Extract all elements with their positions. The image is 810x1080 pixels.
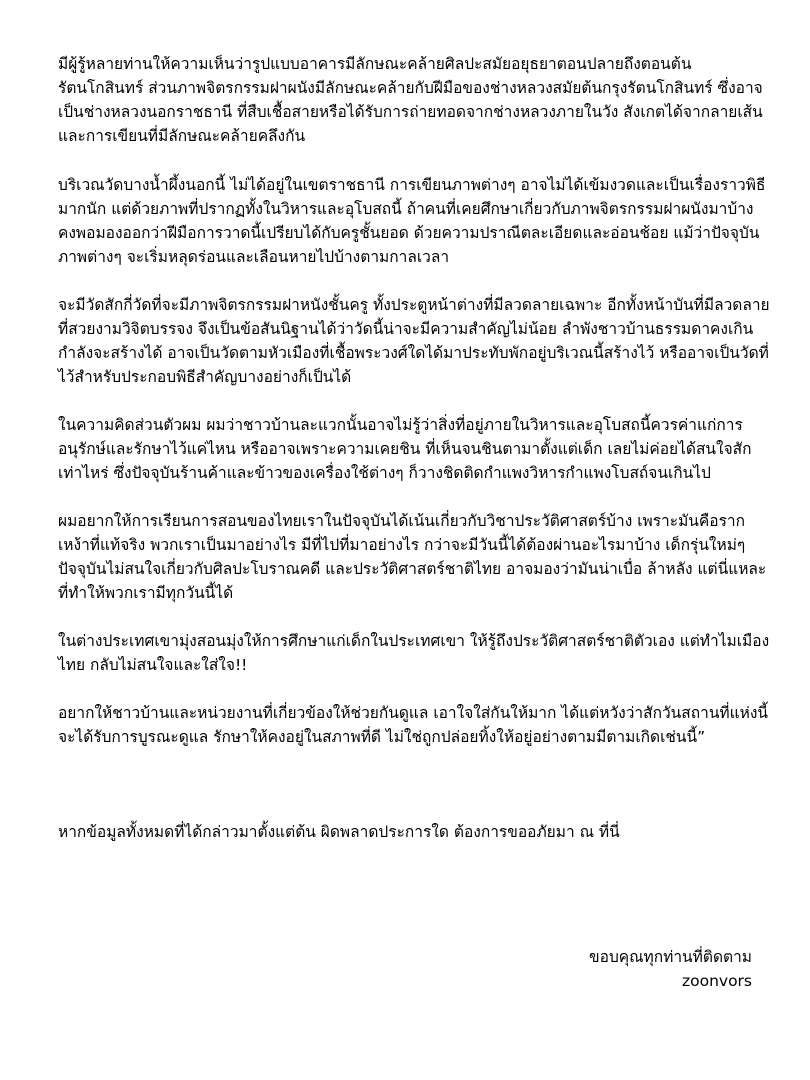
paragraph-request: อยากให้ชาวบ้านและหน่วยงานที่เกี่ยวข้องให้ช่วยกันดูแล เอาใจใส่กันให้มาก ได้แต่หวังว่าสักวันสถานที่แห่งนี้จะได้รับการบูรณะดูแล รักษาให้คงอยู่ในสภาพที่ดี ไม่ใช่ถูกปล่อยทิ้งให้อยู่อย่างตามมีตามเกิดเช่นนี้”	[58, 704, 769, 746]
article-body	[58, 52, 770, 844]
paragraph-education: ผมอยากให้การเรียนการสอนของไทยเราในปัจจุบันได้เน้นเกี่ยวกับวิชาประวัติศาสตร์บ้าง เพราะมันคือรากเหง้าที่แท้จริง พวกเราเป็นมาอย่างไร มีที่ไปที่มาอย่างไร กว่าจะมีวันนี้ได้ต้องผ่านอะไรมาบ้าง เด็กรุ่นใหม่ๆ ปัจจุบันไม่สนใจเกี่ยวกับศิลปะโบราณคดี และประวัติศาสตร์ชาติไทย อาจมองว่ามันน่าเบื่อ ล้าหลัง แต่นี่แหละที่ทำให้พวกเรามีทุกวันนี้ได้	[58, 512, 767, 602]
paragraph-importance: จะมีวัดสักกี่วัดที่จะมีภาพจิตรกรรมฝาหนังชั้นครู ทั้งประตูหน้าต่างที่มีลวดลายเฉพาะ อีกทั้งหน้าบันที่มีลวดลายที่สวยงามวิจิตบรรจง จึงเป็นข้อสันนิฐานได้ว่าวัดนี้น่าจะมีความสำคัญไม่น้อย ลำพังชาวบ้านธรรมดาคงเกินกำลังจะสร้างได้ อาจเป็นวัดตามหัวเมืองที่เชื้อพระวงศ์ใดได้มาประทับพักอยู่บริเวณนี้สร้างไว้ หรืออาจเป็นวัดที่ไว้สำหรับประกอบพิธีสำคัญบางอย่างก็เป็นได้	[58, 296, 770, 386]
paragraph-architecture: มีผู้รู้หลายท่านให้ความเห็นว่ารูปแบบอาคารมีลักษณะคล้ายศิลปะสมัยอยุธยาตอนปลายถึงตอนต้นรัตนโกสินทร์ ส่วนภาพจิตรกรรมฝาผนังมีลักษณะคล้ายกับฝีมือของช่างหลวงสมัยต้นกรุงรัตนโกสินทร์ ซึ่งอาจเป็นช่างหลวงนอกราชธานี ที่สืบเชื้อสายหรือได้รับการถ่ายทอดจากช่างหลวงภายในวัง สังเกตได้จากลายเส้นและการเขียนที่มีลักษณะคล้ายคลึงกัน	[58, 55, 763, 145]
signature-block	[589, 945, 752, 993]
paragraph-opinion: ในความคิดส่วนตัวผม ผมว่าชาวบ้านละแวกนั้นอาจไม่รู้ว่าสิ่งที่อยู่ภายในวิหารและอุโบสถนี้ควรค่าแก่การอนุรักษ์และรักษาไว้แค่ไหน หรืออาจเพราะความเคยชิน ที่เห็นจนชินตามาตั้งแต่เด็ก เลยไม่ค่อยได้สนใจสักเท่าไหร่ ซึ่งปัจจุบันร้านค้าและข้าวของเครื่องใช้ต่างๆ ก็วางชิดติดกำแพงวิหารกำแพงโบสถ์จนเกินไป	[58, 416, 752, 482]
paragraph-foreign: ในต่างประเทศเขามุ่งสอนมุ่งให้การศึกษาแก่เด็กในประเทศเขา ให้รู้ถึงประวัติศาสตร์ชาติตัวเอง แต่ทำไมเมืองไทย กลับไม่สนใจและใส่ใจ!!	[58, 632, 770, 674]
paragraph-apology: หากข้อมูลทั้งหมดที่ได้กล่าวมาตั้งแต่ต้น ผิดพลาดประการใด ต้องการขออภัยมา ณ ที่นี่	[58, 823, 620, 841]
signature-thanks: ขอบคุณทุกท่านที่ติดตาม	[589, 948, 752, 966]
signature-author: zoonvors	[681, 972, 752, 990]
paragraph-location: บริเวณวัดบางน้ำผึ้งนอกนี้ ไม่ได้อยู่ในเขตราชธานี การเขียนภาพต่างๆ อาจไม่ได้เข้มงวดและเป็นเรื่องราวพิธีมากนัก แต่ด้วยภาพที่ปรากฏทั้งในวิหารและอุโบสถนี้ ถ้าคนที่เคยศึกษาเกี่ยวกับภาพจิตรกรรมฝาผนังมาบ้าง คงพอมองออกว่าฝีมือการวาดนี้เปรียบได้กับครูชั้นยอด ด้วยความปราณีตละเอียดและอ่อนช้อย แม้ว่าปัจจุบันภาพต่างๆ จะเริ่มหลุดร่อนและเลือนหายไปบ้างตามกาลเวลา	[58, 176, 766, 266]
